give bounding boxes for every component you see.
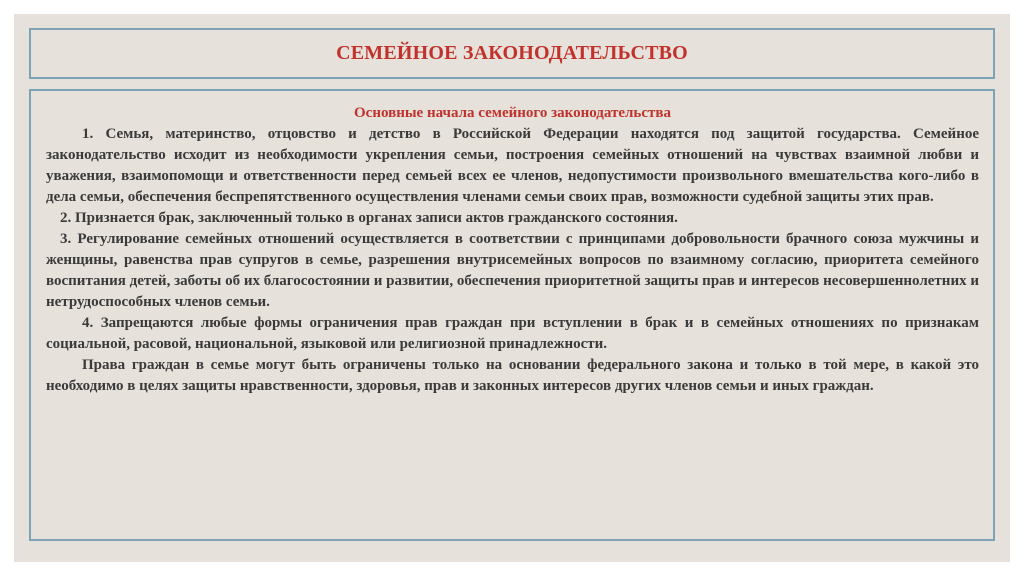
slide — [14, 14, 1010, 562]
paragraph-1: 1. Семья, материнство, отцовство и детство в Российской Федерации находятся под защитой государства. Семейное законодательство исходит из необходимости укрепления семьи, построения семейных отношений на чувствах взаимной любви и уважения, взаимопомощи и ответственности перед семьей всех ее членов, недопустимости произвольного вмешательства кого-либо в дела семьи, обеспечения беспрепятственного осуществления членами семьи своих прав, возможности судебной защиты этих прав. — [46, 126, 979, 205]
paragraph-2: 2. Признается брак, заключенный только в органах записи актов гражданского состояния. — [60, 210, 678, 226]
title-box — [29, 28, 995, 79]
paragraph-5: Права граждан в семье могут быть ограничены только на основании федерального закона и только в той мере, в какой это необходимо в целях защиты нравственности, здоровья, прав и законных интересов других членов семьи и иных граждан. — [46, 357, 979, 394]
content-box — [29, 89, 995, 541]
paragraph-4: 4. Запрещаются любые формы ограничения прав граждан при вступлении в брак и в семейных отношениях по признакам социальной, расовой, национальной, языковой или религиозной принадлежности. — [46, 315, 979, 352]
slide-title: СЕМЕЙНОЕ ЗАКОНОДАТЕЛЬСТВО — [336, 42, 688, 64]
content-subtitle: Основные начала семейного законодательства — [354, 105, 671, 121]
paragraph-3: 3. Регулирование семейных отношений осуществляется в соответствии с принципами добровольности брачного союза мужчины и женщины, равенства прав супругов в семье, разрешения внутрисемейных вопросов по взаимному согласию, приоритета семейного воспитания детей, заботы об их благосостоянии и развитии, обеспечения приоритетной защиты прав и интересов несовершеннолетних и нетрудоспособных членов семьи. — [46, 231, 979, 310]
